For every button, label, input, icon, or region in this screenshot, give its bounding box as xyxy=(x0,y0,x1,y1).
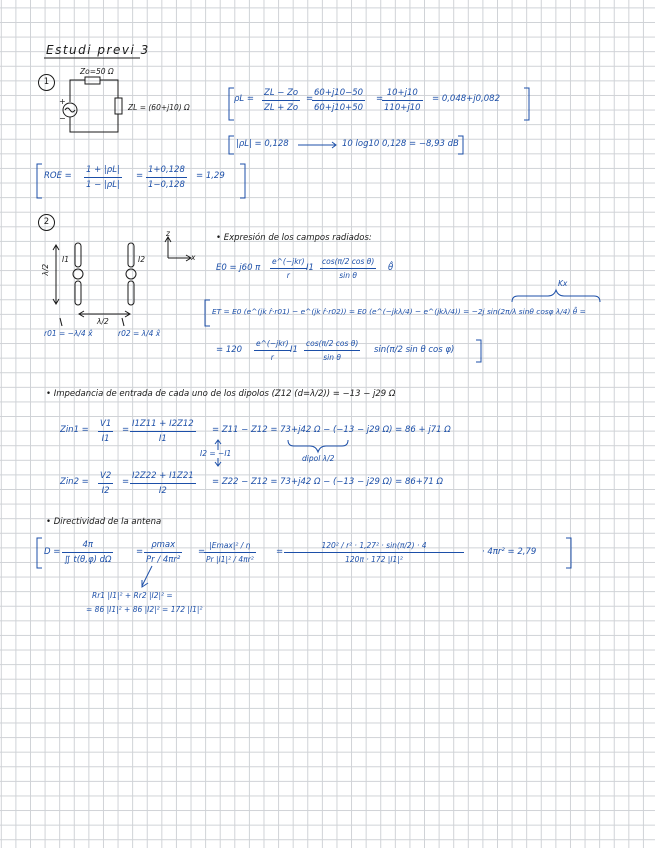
page-title: Estudi previ 3 xyxy=(46,43,150,57)
dipole-spacing-label: λ/2 xyxy=(97,317,109,326)
dipole-height-label: λ/2 xyxy=(41,263,51,276)
et2-array-factor: sin(π/2 sin θ cos φ) xyxy=(374,345,455,355)
svg-text:−: − xyxy=(59,114,66,123)
fields-heading: • Expresión de los campos radiados: xyxy=(216,233,372,243)
current-relation-note: I2 = −I1 xyxy=(200,449,232,458)
current-1-label: I1 xyxy=(62,255,69,264)
roe-fraction-1: 1 + |ρL| 1 − |ρL| xyxy=(86,165,120,190)
e0-pattern: cos(π/2 cos θ) sin θ xyxy=(322,257,375,280)
equals-sign: = xyxy=(276,547,284,557)
et2-pattern: cos(π/2 cos θ) sin θ xyxy=(306,339,359,362)
equals-sign: = xyxy=(122,477,130,487)
axis-x-label: x xyxy=(191,253,196,262)
et-expression: ET = E0 (e^(jk r̂·r01) − e^(jk r̂·r02)) = E0 (e^(−jkλ/4) − e^(jkλ/4)) = −2j sin(2π/λ sinθ cosφ λ/4) θ̂ = xyxy=(212,307,586,316)
equals-sign: = xyxy=(122,425,130,435)
rho-db: 10 log10 0,128 = −8,93 dB xyxy=(342,139,459,149)
rho-fraction-2: 60+j10−50 60+j10+50 xyxy=(314,88,364,113)
roe-lhs: ROE = xyxy=(44,171,72,181)
svg-text:+: + xyxy=(59,97,66,106)
et2-exponential: e^(−jkr) r xyxy=(256,339,289,362)
d-fraction-3: |Emax|² / η Pr |I1|² / 4πr² xyxy=(206,541,254,564)
d-fraction-4: 120² / r² · 1,27² · sin(π/2) · 4 120π · 172 |I1|² xyxy=(284,541,464,564)
directivity-result: · 4πr² = 2,79 xyxy=(482,547,537,557)
dipole-note: dipol λ/2 xyxy=(302,454,335,463)
e0-unit: θ̂ xyxy=(388,263,394,273)
source-impedance-label: Zo=50 Ω xyxy=(80,67,114,76)
equals-sign: = xyxy=(136,171,144,181)
zin2-result: = Z22 − Z12 = 73+j42 Ω − (−13 − j29 Ω) = 86+71 Ω xyxy=(212,477,443,487)
current-2-label: I2 xyxy=(138,255,145,264)
zin1-lhs: Zin1 = xyxy=(60,425,89,435)
equals-sign: = xyxy=(198,547,206,557)
d-fraction-1: 4π ∬ t(θ,φ) dΩ xyxy=(64,540,112,565)
load-impedance-label: ZL = (60+j10) Ω xyxy=(128,103,190,112)
section-1-number: 1 xyxy=(38,74,55,91)
zin1-result: = Z11 − Z12 = 73+j42 Ω − (−13 − j29 Ω) = 86 + j71 Ω xyxy=(212,425,451,435)
et2-current: I1 xyxy=(290,345,298,355)
zin1-fraction-1: V1 I1 xyxy=(100,419,112,444)
roe-fraction-2: 1+0,128 1−0,128 xyxy=(148,165,185,190)
et2-prefix: = 120 xyxy=(216,345,243,355)
e0-current: I1 xyxy=(306,263,314,273)
zin2-lhs: Zin2 = xyxy=(60,477,89,487)
rho-lhs: ρL = xyxy=(234,94,254,104)
roe-result: = 1,29 xyxy=(196,171,225,181)
axis-z-label: z xyxy=(166,229,170,238)
d-fraction-2: ρmax Pr / 4πr² xyxy=(146,540,181,565)
rho-magnitude: |ρL| = 0,128 xyxy=(236,139,289,149)
radiated-power-line-2: = 86 |I1|² + 86 |I2|² = 172 |I1|² xyxy=(86,605,203,614)
equals-sign: = xyxy=(136,547,144,557)
kx-label: Kx xyxy=(558,279,568,288)
rho-fraction-3: 10+j10 110+j10 xyxy=(384,88,421,113)
d-lhs: D = xyxy=(44,547,61,557)
position-2: r02 = λ/4 x̂ xyxy=(118,329,161,338)
rho-fraction-1: ZL − Zo ZL + Zo xyxy=(264,88,299,113)
e0-lhs: E0 = j60 π xyxy=(216,263,261,273)
rho-result: = 0,048+j0,082 xyxy=(432,94,500,104)
section-2-number: 2 xyxy=(38,214,55,231)
zin1-fraction-2: I1Z11 + I2Z12 I1 xyxy=(132,419,194,444)
directivity-heading: • Directividad de la antena xyxy=(46,517,162,527)
zin2-fraction-2: I2Z22 + I1Z21 I2 xyxy=(132,471,194,496)
impedance-heading: • Impedancia de entrada de cada uno de los dipolos (Z12 (d=λ/2)) = −13 − j29 Ω xyxy=(46,389,396,399)
zin2-fraction-1: V2 I2 xyxy=(100,471,112,496)
equals-sign: = xyxy=(306,94,314,104)
equals-sign: = xyxy=(376,94,384,104)
radiated-power-line-1: Rr1 |I1|² + Rr2 |I2|² = xyxy=(92,591,173,600)
e0-exponential: e^(−jkr) r xyxy=(272,257,305,280)
position-1: r01 = −λ/4 x̂ xyxy=(44,329,93,338)
